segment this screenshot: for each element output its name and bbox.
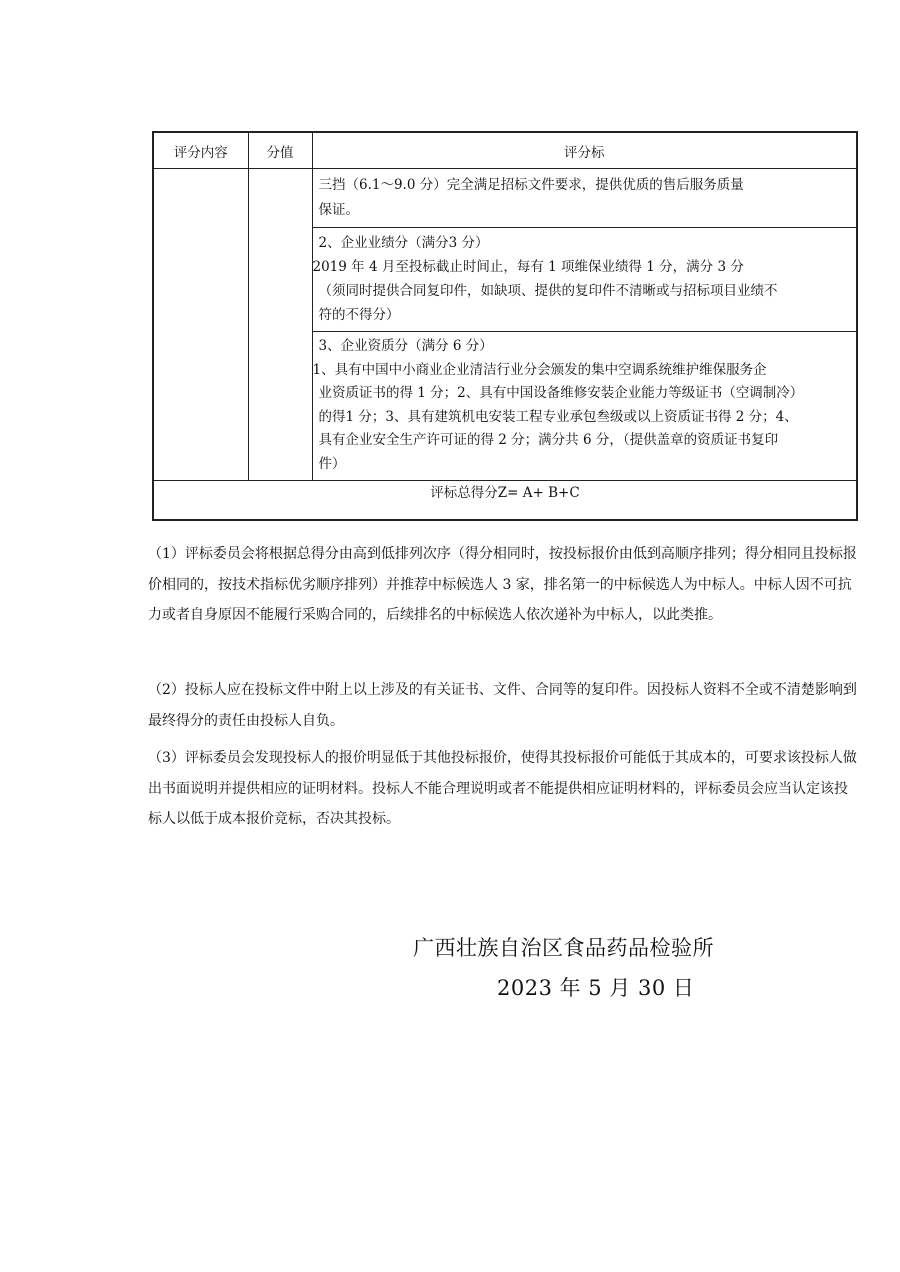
note-text: （2）投标人应在投标文件中附上以上涉及的有关证书、文件、合同等的复印件。因投标人资料不全或不清楚影响到最终得分的责任由投标人自负。 [148, 682, 857, 729]
criteria-line: （须同时提供合同复印件，如缺项、提供的复印件不清晰或与招标项目业绩不 [318, 283, 778, 299]
criteria-cell-service [312, 169, 857, 228]
signature-date: 2023 年 5 月 30 日 [497, 976, 695, 1000]
signature-organization: 广西壮族自治区食品药品检验所 [413, 936, 714, 960]
criteria-line: 3、企业资质分（满分 6 分） [318, 338, 493, 354]
note-1 [148, 539, 860, 631]
note-3 [148, 743, 860, 835]
header-criteria: 评分标 [312, 132, 857, 169]
header-content: 评分内容 [153, 132, 248, 169]
criteria-line: 的得1 分；3、具有建筑机电安装工程专业承包叁级或以上资质证书得 2 分；4、 [318, 408, 798, 425]
content-cell-empty [153, 169, 248, 481]
criteria-line: 2、企业业绩分（满分3 分） [318, 235, 489, 251]
total-formula: 评标总得分Z= A+ B+C [153, 481, 857, 521]
criteria-line: 2019 年 4 月至投标截止时间止，每有 1 项维保业绩得 1 分，满分 3 分 [312, 259, 744, 275]
criteria-line: 具有企业安全生产许可证的得 2 分；满分共 6 分，（提供盖章的资质证书复印 [318, 432, 779, 449]
note-text: （1）评标委员会将根据总得分由高到低排列次序（得分相同时，按投标报价由低到高顺序排列；得分相同且投标报价相同的，按技术指标优劣顺序排列）并推荐中标候选人 3 家，排名第一的中标候选人为中标人。中标人因不可抗力或者自身原因不能履行采购合同的，后续排名的中标候选人依次递补为中标人，以此类推。 [148, 546, 857, 623]
criteria-line: 业资质证书的得 1 分；2、具有中国设备维修安装企业能力等级证书（空调制冷） [318, 385, 804, 402]
criteria-cell-performance [312, 228, 857, 332]
criteria-line: 1、具有中国中小商业企业清洁行业分会颁发的集中空调系统维护维保服务企 [312, 361, 767, 378]
criteria-line: 保证。 [318, 201, 359, 218]
table-header-row [153, 132, 857, 169]
score-cell-empty [248, 169, 312, 481]
note-2 [148, 675, 860, 736]
criteria-line: 符的不得分） [318, 307, 400, 323]
criteria-line: 件） [318, 455, 346, 472]
scoring-table [152, 131, 858, 521]
note-text: （3）评标委员会发现投标人的报价明显低于其他投标报价，使得其投标报价可能低于其成本的，可要求该投标人做出书面说明并提供相应的证明材料。投标人不能合理说明或者不能提供相应证明材料的，评标委员会应当认定该投标人以低于成本报价竞标，否决其投标。 [148, 750, 857, 827]
criteria-cell-qualification [312, 332, 857, 481]
header-score: 分值 [248, 132, 312, 169]
table-total-row [153, 481, 857, 521]
table-row [153, 169, 857, 228]
criteria-line: 三挡（6.1～9.0 分）完全满足招标文件要求，提供优质的售后服务质量 [318, 177, 744, 193]
